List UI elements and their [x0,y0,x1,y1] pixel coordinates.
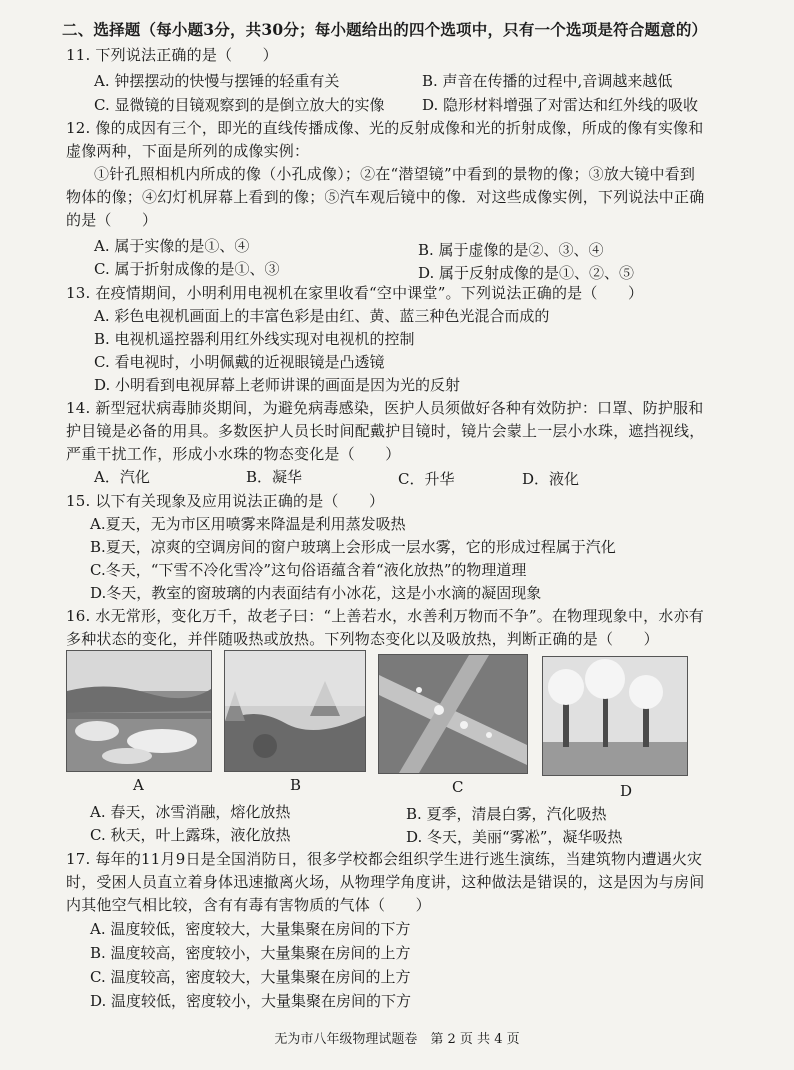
q15-option-a: A.夏天，无为市区用喷雾来降温是利用蒸发吸热 [90,515,406,533]
photo-label-c: C [452,778,464,796]
q17-option-a: A. 温度较低，密度较大，大量集聚在房间的下方 [90,920,411,938]
q17-option-d: D. 温度较低，密度较小，大量集聚在房间的下方 [90,992,412,1010]
q17-option-c: C. 温度较高，密度较大，大量集聚在房间的上方 [90,968,411,986]
section-title: 二、选择题（每小题3分，共30分；每小题给出的四个选项中，只有一个选项是符合题意的） [62,20,708,39]
q15-option-b: B.夏天，凉爽的空调房间的窗户玻璃上会形成一层水雾，它的形成过程属于汽化 [90,538,616,556]
q12-stem-line: 虚像两种，下面是所列的成像实例： [66,142,310,160]
photo-melting-snow [66,650,212,772]
photo-label-d: D [620,782,633,800]
q11-option-d: D. 隐形材料增强了对雷达和红外线的吸收 [422,96,699,114]
q14-option-d: D．液化 [522,470,580,488]
photo-label-a: A [133,776,144,794]
q14-stem-line: 严重干扰工作，形成小水珠的物态变化是（ ） [66,445,401,463]
q13-option-d: D. 小明看到电视屏幕上老师讲课的画面是因为光的反射 [94,376,461,394]
q16-option-b: B. 夏季，清晨白雾，汽化吸热 [406,805,607,823]
q12-option-a: A. 属于实像的是①、④ [94,237,250,255]
photo-dew-on-leaf [378,654,528,774]
page-footer: 无为市八年级物理试题卷 第 2 页 共 4 页 [274,1032,520,1047]
q15-option-d: D.冬天，教室的窗玻璃的内表面结有小冰花，这是小水滴的凝固现象 [90,584,542,602]
q16-stem-line: 16. 水无常形，变化万千，故老子曰：“上善若水，水善利万物而不争”。在物理现象中，水亦有 [66,607,704,625]
q12-option-d: D. 属于反射成像的是①、②、⑤ [418,264,635,282]
q17-stem-line: 17. 每年的11月9日是全国消防日，很多学校都会组织学生进行逃生演练，当建筑物内遭遇火灾 [66,850,703,868]
photo-morning-fog [224,650,366,772]
q11-stem: 11. 下列说法正确的是（ ） [66,46,278,64]
q14-stem-line: 14. 新型冠状病毒肺炎期间，为避免病毒感染，医护人员须做好各种有效防护：口罩、防护服和 [66,399,704,417]
q13-option-b: B. 电视机遥控器利用红外线实现对电视机的控制 [94,330,415,348]
q12-stem-line: 的是（ ） [66,211,158,229]
q11-option-a: A. 钟摆摆动的快慢与摆锤的轻重有关 [94,72,340,90]
q16-option-a: A. 春天，冰雪消融，熔化放热 [90,803,291,821]
q12-stem-line: 物体的像；④幻灯机屏幕上看到的像；⑤汽车观后镜中的像．对这些成像实例，下列说法中正确 [66,188,705,206]
q14-option-b: B．凝华 [246,468,303,486]
q17-stem-line: 内其他空气相比较，含有有毒有害物质的气体（ ） [66,896,431,914]
q15-stem: 15. 以下有关现象及应用说法正确的是（ ） [66,492,385,510]
q17-option-b: B. 温度较高，密度较小，大量集聚在房间的上方 [90,944,411,962]
q12-option-c: C. 属于折射成像的是①、③ [94,260,280,278]
q12-stem-line: ①针孔照相机内所成的像（小孔成像）；②在“潜望镜”中看到的景物的像；③放大镜中看到 [94,165,696,183]
photo-label-b: B [290,776,302,794]
q11-option-b: B. 声音在传播的过程中,音调越来越低 [422,72,673,90]
q13-option-c: C. 看电视时，小明佩戴的近视眼镜是凸透镜 [94,353,385,371]
photo-rime-frost [542,656,688,776]
q14-option-c: C．升华 [398,470,455,488]
q11-option-c: C. 显微镜的目镜观察到的是倒立放大的实像 [94,96,385,114]
q16-stem-line: 多种状态的变化，并伴随吸热或放热。下列物态变化以及吸放热，判断正确的是（ ） [66,630,659,648]
q16-option-c: C. 秋天，叶上露珠，液化放热 [90,826,291,844]
q14-option-a: A．汽化 [94,468,150,486]
q12-option-b: B. 属于虚像的是②、③、④ [418,241,604,259]
q12-stem-line: 12. 像的成因有三个，即光的直线传播成像、光的反射成像和光的折射成像，所成的像有实像和 [66,119,704,137]
q13-option-a: A. 彩色电视机画面上的丰富色彩是由红、黄、蓝三种色光混合而成的 [94,307,550,325]
q14-stem-line: 护目镜是必备的用具。多数医护人员长时间配戴护目镜时，镜片会蒙上一层小水珠，遮挡视线， [66,422,705,440]
q13-stem: 13. 在疫情期间，小明利用电视机在家里收看“空中课堂”。下列说法正确的是（ ） [66,284,644,302]
q17-stem-line: 时，受困人员直立着身体迅速撤离火场，从物理学角度讲，这种做法是错误的，这是因为与房间 [66,873,705,891]
q16-option-d: D. 冬天，美丽“雾凇”，凝华吸热 [406,828,623,846]
q15-option-c: C.冬天，“下雪不冷化雪冷”这句俗语蕴含着“液化放热”的物理道理 [90,561,527,579]
